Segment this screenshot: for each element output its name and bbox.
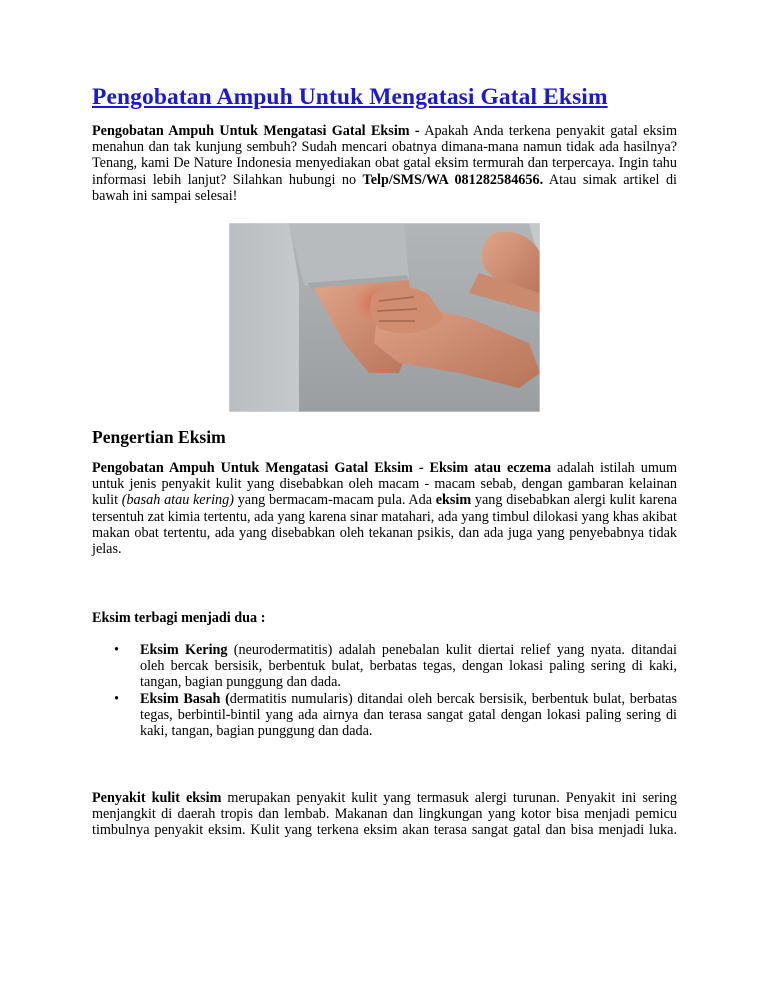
intro-lead: Pengobatan Ampuh Untuk Mengatasi Gatal Eksim -	[92, 123, 420, 139]
skin-disease-paragraph	[92, 790, 677, 839]
type-name: Eksim Kering	[140, 642, 228, 658]
list-item	[92, 691, 677, 740]
intro-contact: Telp/SMS/WA 081282584656.	[362, 171, 544, 188]
eczema-types-list	[92, 642, 677, 739]
definition-lead: Pengobatan Ampuh Untuk Mengatasi Gatal Eksim - Eksim atau eczema	[92, 460, 552, 476]
definition-paragraph	[92, 460, 677, 557]
section-heading: Pengertian Eksim	[92, 427, 226, 447]
page-title-link[interactable]: Pengobatan Ampuh Untuk Mengatasi Gatal Eksim	[92, 84, 608, 110]
intro-text: Apakah Anda terkena penyakit gatal eksim menahun dan tak kunjung sembuh? Sudah mencari obatnya dimana-mana namun tidak ada hasilnya? Tenang, kami De Nature Indonesia menyediakan obat gatal eksim termurah dan terpercaya. Ingin tahu informasi lebih lanjut? Silahkan hubungi no	[92, 123, 677, 188]
definition-italic: (basah atau kering)	[121, 492, 234, 509]
type-description: (neurodermatitis) adalah penebalan kulit diertai relief yang nyata. ditandai oleh bercak bersisik, berbentuk bulat, berbatas tegas, dengan lokasi paling sering di kaki, tangan, bagian punggung dan dada.	[140, 642, 677, 691]
types-heading: Eksim terbagi menjadi dua :	[92, 610, 266, 626]
photo-person-scratching-elbow-icon	[229, 223, 540, 412]
type-name: Eksim Basah (	[140, 690, 230, 707]
definition-text-2: yang bermacam-macam pula. Ada	[233, 492, 436, 509]
intro-text-end: Atau simak artikel di bawah ini sampai selesai!	[92, 171, 677, 204]
bullet-icon: •	[114, 642, 119, 658]
bullet-icon: •	[114, 690, 119, 707]
definition-text-3: yang disebabkan alergi kulit karena tersentuh zat kimia tertentu, ada yang karena sinar matahari, ada yang timbul dilokasi yang khas akibat makan obat tertentu, ada yang disebabkan oleh tekanan psikis, dan ada juga yang penyebabnya tidak jelas.	[92, 492, 678, 558]
definition-text-1: adalah istilah umum untuk jenis penyakit kulit yang disebabkan oleh macam - macam sebab, dengan gambaran kelainan kulit	[92, 460, 677, 509]
skin-disease-text: merupakan penyakit kulit yang termasuk alergi turunan. Penyakit ini sering menjangkit di daerah tropis dan lembab. Makanan dan lingkungan yang kotor bisa menjadi pemicu timbulnya penyakit eksim. Kulit yang terkena eksim akan terasa sangat gatal dan bisa menjadi luka.	[92, 790, 677, 839]
skin-disease-lead: Penyakit kulit eksim	[92, 790, 222, 806]
eczema-photo	[229, 223, 540, 412]
type-description: dermatitis numularis) ditandai oleh bercak bersisik, berbentuk bulat, berbatas tegas, berbintil-bintil yang ada airnya dan terasa sangat gatal dengan lokasi paling sering di kaki, tangan, bagian punggung dan dada.	[140, 690, 677, 740]
list-item	[92, 642, 677, 691]
intro-paragraph	[92, 123, 677, 204]
definition-eksim: eksim	[435, 492, 472, 509]
